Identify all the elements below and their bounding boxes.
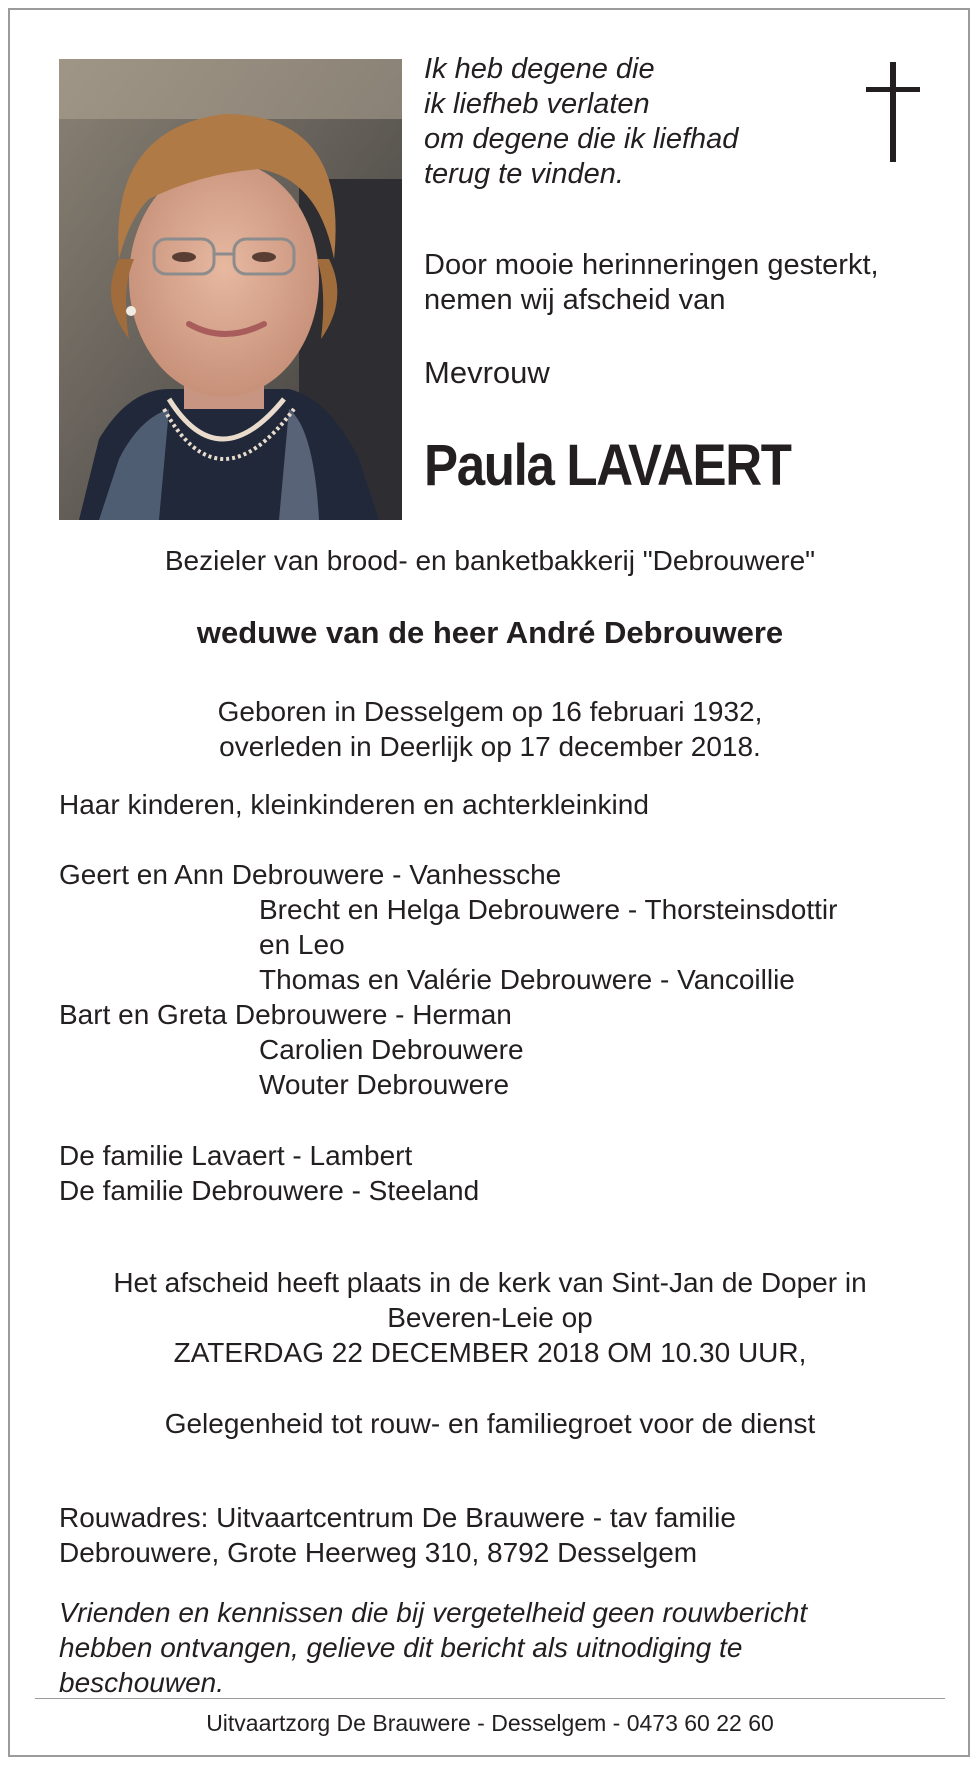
poem-line: ik liefheb verlaten xyxy=(424,88,650,120)
intro-line: Door mooie herinneringen gesterkt, xyxy=(424,249,879,281)
family-member: Thomas en Valérie Debrouwere - Vancoillie xyxy=(259,964,795,995)
family-member: Brecht en Helga Debrouwere - Thorsteinsdottir xyxy=(259,894,838,925)
deceased-name: Paula LAVAERT xyxy=(424,433,791,498)
family-member: Bart en Greta Debrouwere - Herman xyxy=(59,999,512,1030)
footer-funeral-home: Uitvaartzorg De Brauwere - Desselgem - 0473 60 22 60 xyxy=(206,1710,774,1736)
intro-line: nemen wij afscheid van xyxy=(424,284,726,316)
address-line: Debrouwere, Grote Heerweg 310, 8792 Desselgem xyxy=(59,1537,698,1568)
role-line: Bezieler van brood- en banketbakkerij "Debrouwere" xyxy=(164,545,816,576)
latin-cross-icon xyxy=(864,62,924,162)
salutation: Mevrouw xyxy=(424,355,550,390)
note-line: hebben ontvangen, gelieve dit bericht als uitnodiging te xyxy=(59,1632,743,1663)
relative-family: De familie Debrouwere - Steeland xyxy=(59,1175,480,1206)
note-line: Vrienden en kennissen die bij vergetelheid geen rouwbericht xyxy=(59,1597,808,1628)
ceremony-line: Beveren-Leie op xyxy=(387,1302,593,1333)
widow-line: weduwe van de heer André Debrouwere xyxy=(196,615,784,650)
portrait-photo xyxy=(59,59,402,520)
family-member: Carolien Debrouwere xyxy=(259,1034,524,1065)
family-member: Geert en Ann Debrouwere - Vanhessche xyxy=(59,859,562,890)
condolence-line: Gelegenheid tot rouw- en familiegroet voor de dienst xyxy=(164,1408,816,1439)
relative-family: De familie Lavaert - Lambert xyxy=(59,1140,413,1171)
footer-divider xyxy=(35,1698,945,1699)
ceremony-line: ZATERDAG 22 DECEMBER 2018 OM 10.30 UUR, xyxy=(173,1337,807,1368)
intro-text xyxy=(424,248,879,318)
poem-line: Ik heb degene die xyxy=(424,53,655,85)
death-line: overleden in Deerlijk op 17 december 2018. xyxy=(219,731,761,762)
poem-line: om degene die ik liefhad xyxy=(424,123,739,155)
family-member: Wouter Debrouwere xyxy=(259,1069,510,1100)
poem-line: terug te vinden. xyxy=(424,158,624,190)
family-heading: Haar kinderen, kleinkinderen en achterkleinkind xyxy=(59,789,649,820)
poem-verse xyxy=(424,52,738,192)
ceremony-line: Het afscheid heeft plaats in de kerk van Sint-Jan de Doper in xyxy=(113,1267,867,1298)
family-member: en Leo xyxy=(259,929,345,960)
note-line: beschouwen. xyxy=(59,1667,225,1698)
birth-line: Geboren in Desselgem op 16 februari 1932, xyxy=(217,696,763,727)
address-line: Rouwadres: Uitvaartcentrum De Brauwere - tav familie xyxy=(59,1502,736,1533)
